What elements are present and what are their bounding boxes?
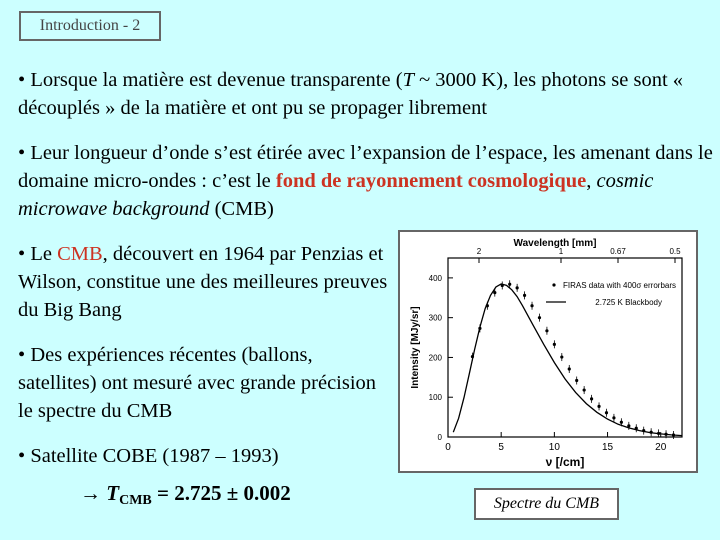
top-tick-label: 0.67	[610, 247, 626, 256]
bullet-discovery	[18, 240, 388, 324]
p2-text-e: (CMB)	[209, 198, 274, 220]
top-tick-label: 0.5	[669, 247, 681, 256]
data-point	[583, 388, 586, 391]
data-point	[478, 327, 481, 330]
p1-text-a: Lorsque la matière est devenue transparente (	[30, 69, 403, 91]
data-point	[597, 405, 600, 408]
data-point	[545, 329, 548, 332]
p2-text-c: ,	[586, 170, 597, 192]
bullet-cobe	[18, 442, 388, 470]
slide-title: Introduction - 2	[19, 11, 161, 41]
data-point	[635, 427, 638, 430]
y-tick-label: 400	[428, 273, 442, 283]
y-tick-label: 100	[428, 393, 442, 403]
data-point	[612, 416, 615, 419]
x-tick-label: 10	[548, 442, 560, 453]
bullet-mark: •	[18, 243, 26, 265]
top-tick-label: 1	[558, 247, 564, 256]
y-axis-label: Intensity [MJy/sr]	[410, 306, 421, 389]
data-point	[523, 294, 526, 297]
data-point	[553, 343, 556, 346]
data-point	[501, 284, 504, 287]
p4-text: Des expériences récentes (ballons, satellites) ont mesuré avec grande précision le spectre du CMB	[18, 344, 377, 422]
data-point	[657, 432, 660, 435]
p2-english-term: cosmic microwave background	[18, 170, 654, 220]
data-point	[560, 355, 563, 358]
p3-text-c: , découvert en 1964 par Penzias et Wilson, constitue une des meilleures preuves du Big Bang	[18, 243, 388, 321]
data-point	[486, 304, 489, 307]
p3-text-a: Le	[30, 243, 58, 265]
y-tick-label: 0	[437, 433, 442, 442]
bullet-mark: •	[18, 142, 26, 164]
bullet-mark: •	[18, 69, 26, 91]
data-point	[530, 304, 533, 307]
bullet-transparency	[18, 66, 718, 122]
arrow-symbol: →	[80, 481, 107, 505]
plot-caption: Spectre du CMB	[474, 488, 619, 520]
legend-entry-data: FIRAS data with 400σ errorbars	[563, 281, 676, 290]
legend-entry-blackbody: 2.725 K Blackbody	[595, 298, 662, 307]
data-point	[627, 424, 630, 427]
legend-point-marker	[552, 283, 555, 286]
y-tick-label: 300	[428, 313, 442, 323]
data-point	[590, 397, 593, 400]
tcmb-symbol: T	[106, 481, 120, 505]
top-axis-label: Wavelength [mm]	[513, 238, 597, 249]
data-point	[664, 433, 667, 436]
data-point	[516, 286, 519, 289]
p2-highlight-term: fond de rayonnement cosmologique	[275, 170, 587, 192]
x-tick-label: 15	[601, 442, 614, 453]
data-point	[642, 429, 645, 432]
data-point	[620, 421, 623, 424]
data-point	[650, 431, 653, 434]
x-tick-label: 20	[655, 442, 667, 453]
data-point	[538, 316, 541, 319]
bullet-mark: •	[18, 344, 26, 366]
cmb-spectrum-svg	[400, 232, 696, 471]
y-tick-label: 200	[428, 353, 442, 363]
x-tick-label: 5	[498, 442, 504, 453]
p3-cmb-term: CMB	[57, 243, 103, 265]
bullet-experiments	[18, 341, 388, 425]
data-point	[493, 291, 496, 294]
data-point	[568, 367, 571, 370]
data-point	[471, 355, 474, 358]
tcmb-subscript: CMB	[119, 493, 152, 508]
x-tick-label: 0	[445, 442, 451, 453]
x-axis-label: ν [/cm]	[545, 455, 585, 469]
bullet-wavelength	[18, 139, 718, 223]
data-point	[672, 433, 675, 436]
p1-temperature-symbol: T	[402, 69, 414, 91]
p2-text-a: Leur longueur d’onde s’est étirée avec l’expansion de l’espace, les amenant dans le domaine micro-ondes : c’est le	[18, 142, 713, 192]
cmb-spectrum-plot	[398, 230, 698, 473]
data-point	[508, 283, 511, 286]
tcmb-value	[80, 481, 291, 509]
p5-text: Satellite COBE (1987 – 1993)	[30, 445, 279, 467]
data-point	[575, 379, 578, 382]
top-tick-label: 2	[476, 247, 482, 256]
tcmb-measure: = 2.725 ± 0.002	[151, 481, 291, 505]
bullet-mark: •	[18, 445, 26, 467]
p1-text-c: ~ 3000 K), les photons se sont « découplés » de la matière et ont pu se propager librement	[18, 69, 684, 119]
data-point	[605, 411, 608, 414]
